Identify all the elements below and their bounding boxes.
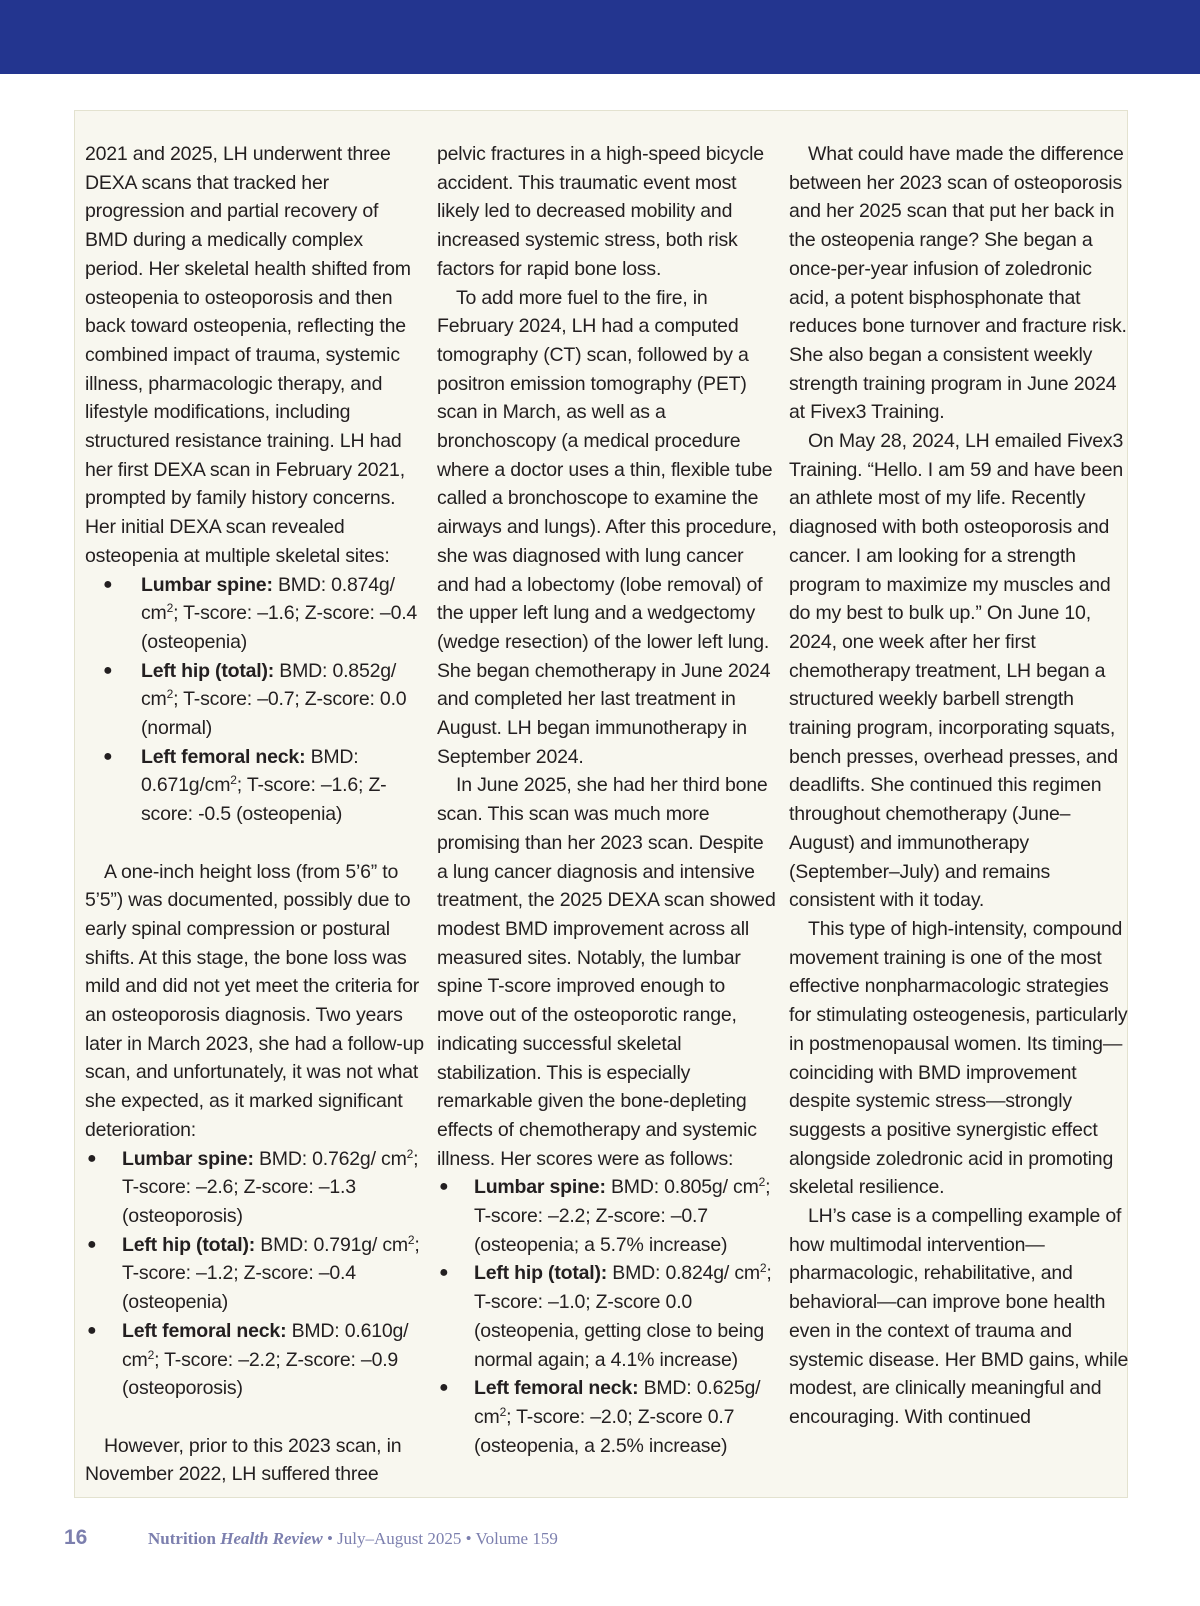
bullet-icon: ● bbox=[439, 1379, 449, 1397]
paragraph: This type of high-intensity, compound movement training is one of the most effective nonpharmacologic strategies for stimulating osteogenesis, particularly in postmenopausal women. Its timing—coinciding with BMD improvement despite systemic stress—strongly suggests a positive synergistic effect alongside zoledronic acid in promoting skeletal resilience. bbox=[789, 917, 1128, 1199]
bullet-icon: ● bbox=[87, 1321, 97, 1339]
list-item: ● Left hip (total): BMD: 0.824g/ $cm^2$; T-score: –1.0; Z-score 0.0 (osteopenia, getting close to being normal again; a 4.1% increase) bbox=[439, 1261, 772, 1371]
bullet-icon: ● bbox=[87, 1235, 97, 1253]
bullet-icon: ● bbox=[439, 1178, 449, 1196]
paragraph: A one-inch height loss (from 5’6” to 5’5”) was documented, possibly due to early spinal compression or postural shifts. At this stage, the bone loss was mild and did not yet meet the criteria for an osteoporosis diagnosis. Two years later in March 2023, she had a follow-up scan, and unfortunately, it was not what she expected, as it marked significant deterioration: bbox=[85, 860, 424, 1141]
column-3 bbox=[789, 140, 1129, 1432]
list-item: ● Left femoral neck: BMD: $0.671g/cm^2$; T-score: –1.6; Z-score: -0.5 (osteopenia) bbox=[85, 743, 425, 829]
paragraph: In June 2025, she had her third bone scan. This scan was much more promising than her 2023 scan. Despite a lung cancer diagnosis and intensive treatment, the 2025 DEXA scan showed modest BMD improvement across all measured sites. Notably, the lumbar spine T-score improved enough to move out of the osteoporotic range, indicating successful skeletal stabilization. This is especially remarkable given the bone-depleting effects of chemotherapy and systemic illness. Her scores were as follows: bbox=[437, 774, 776, 1170]
paragraph: On May 28, 2024, LH emailed Fivex3 Training. “Hello. I am 59 and have been an athlete most of my life. Recently diagnosed with both osteoporosis and cancer. I am looking for a strength program to maximize my muscles and do my best to bulk up.” On June 10, 2024, one week after her first chemotherapy treatment, LH began a structured weekly barbell strength training program, incorporating squats, bench presses, overhead presses, and deadlifts. She continued this regimen throughout chemotherapy (June–August) and immunotherapy (September–July) and remains consistent with it today. bbox=[789, 430, 1124, 912]
list-item: ● Lumbar spine: BMD: 0.762g/ $cm^2$; T-score: –2.6; Z-score: –1.3 (osteoporosis) bbox=[87, 1146, 419, 1227]
column-2 bbox=[437, 140, 777, 1460]
paragraph: 2021 and 2025, LH underwent three DEXA scans that tracked her progression and partial recovery of BMD during a medically complex period. Her skeletal health shifted from osteopenia to osteoporosis and then back toward osteopenia, reflecting the combined impact of trauma, systemic illness, pharmacologic therapy, and lifestyle modifications, including structured resistance training. LH had her first DEXA scan in February 2021, prompted by family history concerns. Her initial DEXA scan revealed osteopenia at multiple skeletal sites: bbox=[85, 143, 411, 567]
bullet-icon: ● bbox=[87, 1149, 97, 1167]
list-item: ● Left femoral neck: BMD: 0.625g/ $cm^2$; T-score: –2.0; Z-score 0.7 (osteopenia, a 2.5% increase) bbox=[437, 1374, 777, 1460]
bullet-icon: ● bbox=[103, 747, 113, 765]
paragraph: LH’s case is a compelling example of how multimodal intervention—pharmacologic, rehabilitative, and behavioral—can improve bone health even in the context of trauma and systemic disease. Her BMD gains, while modest, are clinically meaningful and encouraging. With continued bbox=[789, 1205, 1129, 1428]
paragraph: pelvic fractures in a high-speed bicycle accident. This traumatic event most likely led to decreased mobility and increased systemic stress, both risk factors for rapid bone loss. bbox=[437, 143, 764, 280]
bullet-icon: ● bbox=[103, 661, 113, 679]
list-item: ● Left femoral neck: BMD: 0.610g/ $cm^2$; T-score: –2.2; Z-score: –0.9 (osteoporosis) bbox=[85, 1317, 425, 1403]
bmd-list-2023 bbox=[85, 1145, 425, 1403]
paragraph: What could have made the difference between her 2023 scan of osteoporosis and her 2025 scan that put her back in the osteopenia range? She began a once-per-year infusion of zoledronic acid, a potent bisphosphonate that reduces bone turnover and fracture risk. She also began a consistent weekly strength training program in June 2024 at Fivex3 Training. bbox=[789, 143, 1127, 424]
bullet-icon: ● bbox=[439, 1264, 449, 1282]
bmd-list-2021 bbox=[85, 571, 425, 829]
page-number: 16 bbox=[64, 1526, 88, 1549]
paragraph: However, prior to this 2023 scan, in November 2022, LH suffered three bbox=[85, 1434, 402, 1486]
list-item: ● Left hip (total): BMD: 0.791g/ $cm^2$; T-score: –1.2; Z-score: –0.4 (osteopenia) bbox=[87, 1232, 420, 1314]
list-item: ● Lumbar spine: BMD: 0.874g/ $cm^2$; T-score: –1.6; Z-score: –0.4 (osteopenia) bbox=[85, 571, 425, 657]
paragraph: To add more fuel to the fire, in February 2024, LH had a computed tomography (CT) scan, followed by a positron emission tomography (PET) scan in March, as well as a bronchoscopy (a medical procedure where a doctor uses a thin, flexible tube called a bronchoscope to examine the airways and lungs). After this procedure, she was diagnosed with lung cancer and had a lobectomy (lobe removal) of the upper left lung and a wedgectomy (wedge resection) of the lower left lung. She began chemotherapy in June 2024 and completed her last treatment in August. LH began immunotherapy in September 2024. bbox=[437, 286, 777, 768]
journal-citation: Nutrition Health Review • July–August 2025 • Volume 159 bbox=[148, 1529, 558, 1548]
header-bar bbox=[0, 0, 1200, 74]
bmd-list-2025 bbox=[437, 1173, 777, 1460]
list-item: ● Left hip (total): BMD: 0.852g/ $cm^2$; T-score: –0.7; Z-score: 0.0 (normal) bbox=[85, 657, 425, 743]
list-item: ● Lumbar spine: BMD: 0.805g/ $cm^2$; T-score: –2.2; Z-score: –0.7 (osteopenia; a 5.7% increase) bbox=[439, 1175, 771, 1256]
column-1 bbox=[85, 140, 425, 1489]
page-footer bbox=[0, 1526, 1200, 1556]
bullet-icon: ● bbox=[103, 575, 113, 593]
